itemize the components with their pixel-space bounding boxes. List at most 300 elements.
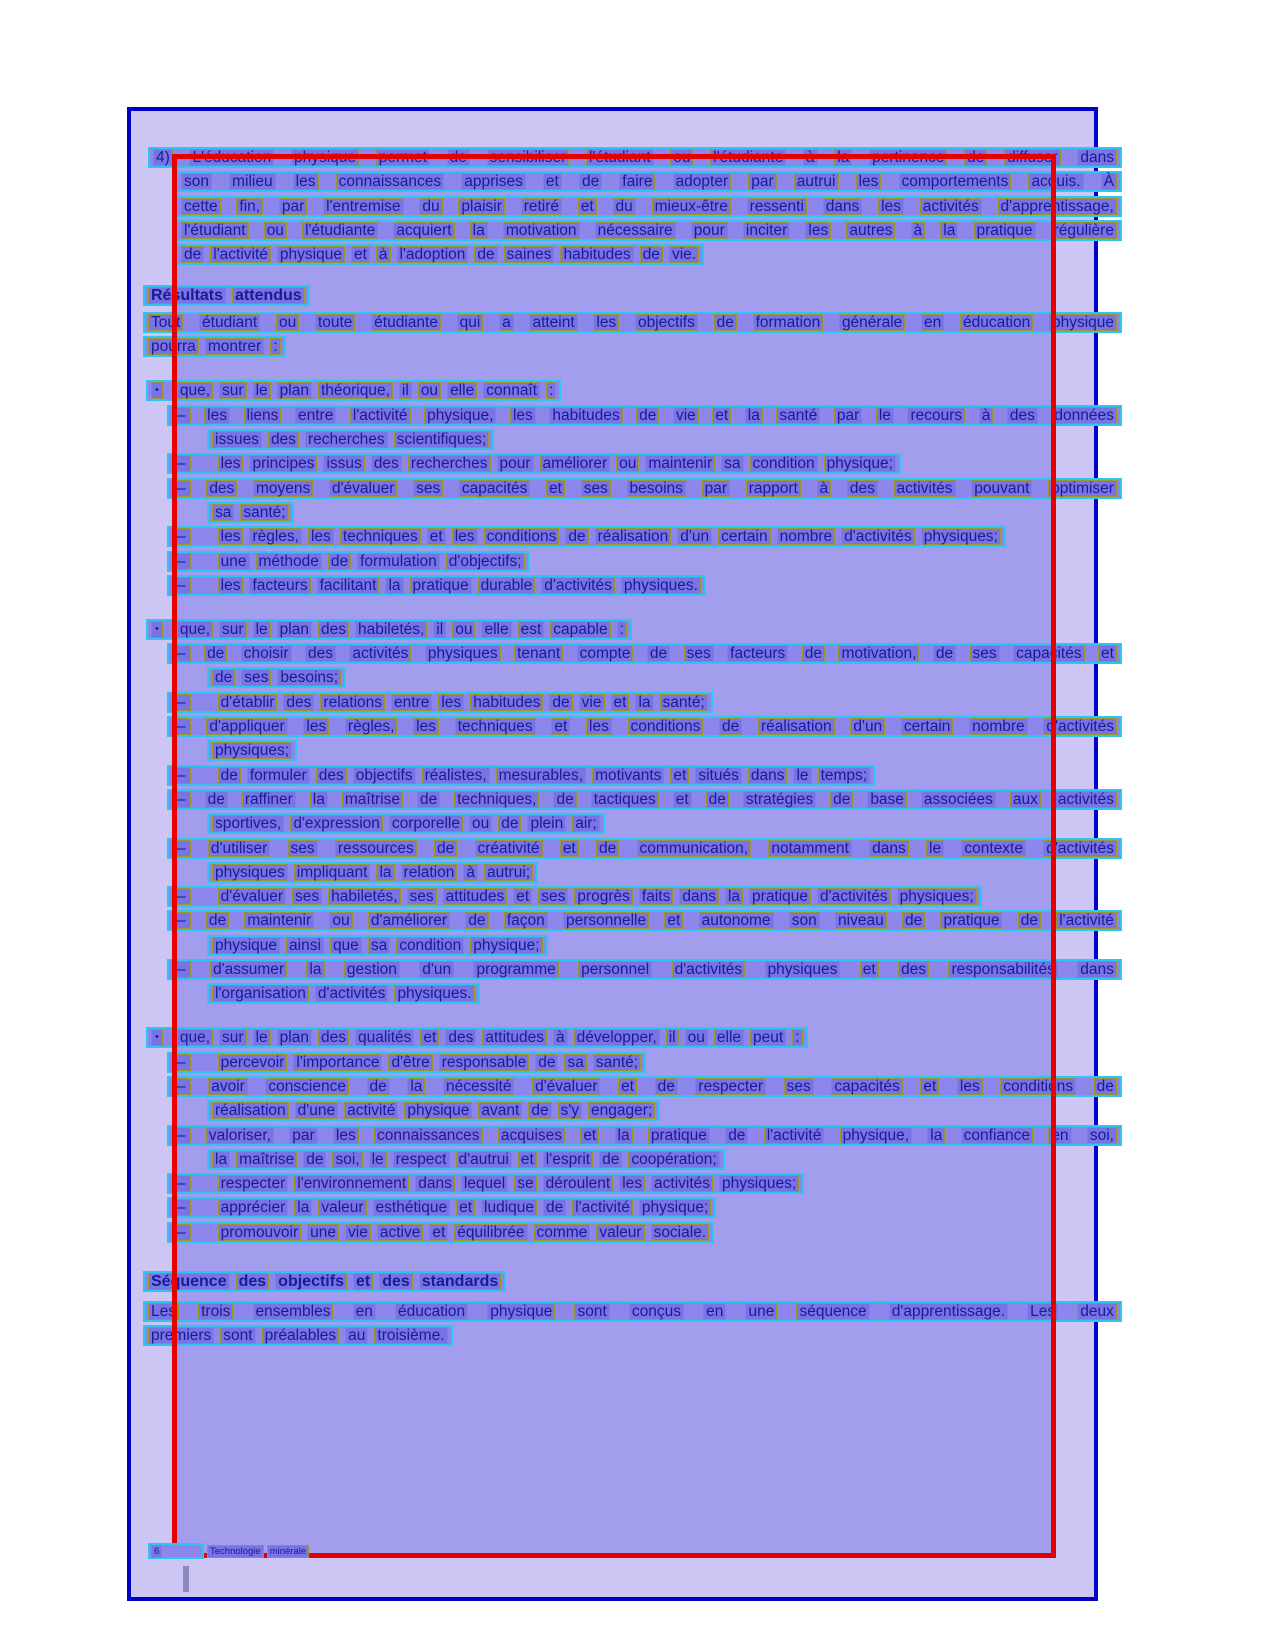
ocr-line (167, 526, 1006, 547)
ocr-word: d'évaluer (218, 888, 286, 905)
dash-marker: – (172, 961, 191, 978)
ocr-word: ses (970, 645, 1000, 662)
ocr-word: attendus (232, 287, 305, 304)
ocr-word: une (218, 553, 250, 570)
ocr-word: plaisir (458, 198, 504, 215)
ocr-word: l'étudiant (181, 222, 249, 239)
ocr-word: ou (616, 455, 639, 472)
ocr-word: scientifiques; (394, 431, 490, 448)
ocr-word: et (560, 840, 579, 857)
ocr-word: avant (478, 1102, 522, 1119)
ocr-word: nombre (777, 528, 836, 545)
ocr-word: active (377, 1224, 424, 1241)
ocr-line (207, 740, 297, 761)
dash-marker: – (172, 1127, 191, 1144)
ocr-word: activité (344, 1102, 398, 1119)
ocr-word: et (427, 528, 446, 545)
ocr-word: la (940, 222, 958, 239)
ocr-word: activités (1055, 791, 1117, 808)
ocr-line (167, 886, 982, 907)
ocr-word: la (306, 961, 324, 978)
ocr-word: d'un (850, 718, 885, 735)
ocr-word: ses (288, 840, 318, 857)
ocr-word: base (867, 791, 907, 808)
ocr-line (167, 405, 1122, 426)
ocr-word: apprises (461, 173, 526, 190)
ocr-word: moyens (253, 480, 313, 497)
ocr-line (167, 478, 1122, 499)
ocr-word: éducation (960, 314, 1033, 331)
ocr-word: les (218, 455, 244, 472)
ocr-word: physique, (840, 1127, 912, 1144)
ocr-word: de (655, 1078, 678, 1095)
ocr-word: issues (212, 431, 262, 448)
ocr-word: pertinence (869, 149, 947, 166)
ocr-word: en (921, 314, 944, 331)
ocr-word: l'activité (1056, 912, 1117, 929)
ocr-word: activités (651, 1175, 713, 1192)
ocr-word: coopération; (628, 1151, 719, 1168)
ocr-word: milieu (229, 173, 275, 190)
ocr-word: physiques (425, 645, 501, 662)
ocr-word: la (834, 149, 852, 166)
ocr-word: Résultats (148, 287, 226, 304)
dash-marker: – (172, 912, 191, 929)
ocr-word: conscience (265, 1078, 349, 1095)
ocr-word: de (599, 1151, 622, 1168)
ocr-word: de (543, 1199, 566, 1216)
ocr-word: capable (550, 621, 610, 638)
ocr-word: et (456, 1199, 475, 1216)
ocr-word: autonome (699, 912, 774, 929)
ocr-word: facilitant (317, 577, 380, 594)
ocr-word: de (802, 645, 825, 662)
ocr-word: d'apprentissage. (889, 1303, 1008, 1320)
ocr-word: acquiert (393, 222, 454, 239)
ocr-word: condition (750, 455, 818, 472)
ocr-word: d'activités (1043, 718, 1117, 735)
ocr-word: connaissances (336, 173, 445, 190)
ocr-word: Tout (148, 314, 183, 331)
ocr-word: Séquence (148, 1273, 230, 1290)
ocr-word: les (878, 198, 904, 215)
ocr-word: de (647, 645, 670, 662)
ocr-word: que, (177, 1029, 213, 1046)
ocr-word: et (429, 1224, 448, 1241)
ocr-word: activités (920, 198, 982, 215)
ocr-word: : (792, 1029, 802, 1046)
ocr-word: habitudes (470, 694, 543, 711)
ocr-word: physiques; (897, 888, 977, 905)
ocr-word: ses (684, 645, 714, 662)
ocr-word: responsable (439, 1054, 529, 1071)
ocr-word: que (330, 937, 362, 954)
ocr-word: de (328, 553, 351, 570)
ocr-word: le (253, 621, 271, 638)
ocr-word: la (376, 864, 394, 881)
ocr-word: pour (497, 455, 534, 472)
ocr-word: : (546, 382, 556, 399)
ocr-word: physique, (424, 407, 496, 424)
ocr-word: entre (391, 694, 432, 711)
dash-marker: – (172, 480, 191, 497)
ocr-word: d'un (419, 961, 454, 978)
ocr-word: autres (846, 222, 895, 239)
ocr-word: des (379, 1273, 413, 1290)
ocr-word: d'objectifs; (446, 553, 525, 570)
ocr-word: ainsi (286, 937, 324, 954)
ocr-line (207, 813, 605, 834)
ocr-word: tenant (514, 645, 563, 662)
ocr-word: retiré (521, 198, 562, 215)
ocr-word: ou (469, 815, 492, 832)
ocr-word: le (793, 767, 811, 784)
ocr-word: d'améliorer (368, 912, 450, 929)
ocr-word: son (181, 173, 212, 190)
ocr-word: vie (673, 407, 699, 424)
ocr-word: la (615, 1127, 633, 1144)
ocr-word: de (204, 645, 227, 662)
ocr-word: les (218, 577, 244, 594)
ocr-word: de (447, 149, 470, 166)
ocr-word: pratique (410, 577, 472, 594)
ocr-word: à (817, 480, 832, 497)
ocr-word: préalables (262, 1327, 340, 1344)
ocr-word: conçus (629, 1303, 684, 1320)
ocr-word: besoins (627, 480, 686, 497)
ocr-word: méthode (256, 553, 322, 570)
dash-marker: – (172, 1175, 191, 1192)
ocr-word: sont (220, 1327, 255, 1344)
ocr-word: communication, (637, 840, 752, 857)
ocr-word: du (613, 198, 636, 215)
ocr-word: et (611, 694, 630, 711)
ocr-word: les (303, 718, 329, 735)
ocr-word: et (860, 961, 879, 978)
ocr-line (167, 643, 1122, 664)
ocr-word: développer, (574, 1029, 660, 1046)
text-cursor (183, 1566, 189, 1592)
ocr-word: l'étudiante (302, 222, 378, 239)
ocr-word: règles, (345, 718, 398, 735)
ocr-word: peut (750, 1029, 786, 1046)
ocr-word: physique; (470, 937, 542, 954)
ocr-word: les (218, 528, 244, 545)
ocr-word: attitudes (482, 1029, 547, 1046)
ocr-word: physique (277, 246, 345, 263)
ocr-word: d'appliquer (206, 718, 287, 735)
ocr-line (167, 453, 901, 474)
ocr-word: plein (527, 815, 566, 832)
ocr-word: a (499, 314, 514, 331)
ocr-line (167, 692, 713, 713)
ocr-word: par (834, 407, 862, 424)
ocr-word: des (898, 961, 929, 978)
ocr-line (143, 285, 310, 306)
ocr-line (167, 910, 1122, 931)
ocr-word: responsabilités (948, 961, 1057, 978)
ocr-line (143, 1301, 1122, 1322)
ocr-word: capacités (459, 480, 530, 497)
ocr-word: habitudes (560, 246, 633, 263)
ocr-word: d'évaluer (532, 1078, 600, 1095)
dash-marker: – (172, 694, 191, 711)
bullet-marker: • (151, 621, 163, 638)
ocr-word: règles, (249, 528, 302, 545)
ocr-word: de (565, 528, 588, 545)
ocr-word: sportives, (212, 815, 284, 832)
ocr-word: attitudes (443, 888, 508, 905)
ocr-word: L'éducation (189, 149, 274, 166)
ocr-word: de (417, 791, 440, 808)
ocr-word: formuler (247, 767, 310, 784)
dash-marker: – (172, 1054, 191, 1071)
ocr-line (207, 935, 548, 956)
ocr-word: à (376, 246, 391, 263)
ocr-word: de (1018, 912, 1041, 929)
ocr-word: stratégies (743, 791, 816, 808)
ocr-word: d'activités (1043, 840, 1117, 857)
ocr-word: physique (487, 1303, 555, 1320)
ocr-word: d'activités (541, 577, 615, 594)
ocr-word: acquis. (1028, 173, 1083, 190)
ocr-word: l'environnement (294, 1175, 409, 1192)
ocr-word: temps; (818, 767, 871, 784)
ocr-word: motivants (592, 767, 664, 784)
ocr-word: les (805, 222, 831, 239)
ocr-word: rapport (746, 480, 801, 497)
ocr-word: de (714, 314, 737, 331)
ocr-word: la (407, 1078, 425, 1095)
ocr-word: l'adoption (397, 246, 469, 263)
ocr-word: deux (1077, 1303, 1117, 1320)
dash-marker: – (172, 1224, 191, 1241)
ocr-word: d'une (295, 1102, 338, 1119)
ocr-word: le (253, 1029, 271, 1046)
ocr-word: et (513, 888, 532, 905)
ocr-word: choisir (241, 645, 292, 662)
ocr-word: d'un (677, 528, 712, 545)
dash-marker: – (172, 718, 191, 735)
ocr-word: sa (564, 1054, 586, 1071)
ocr-word: elle (714, 1029, 744, 1046)
ocr-word: trois (198, 1303, 233, 1320)
ocr-word: de (596, 840, 619, 857)
ocr-line (146, 619, 632, 640)
ocr-word: d'assumer (210, 961, 287, 978)
ocr-word: les (619, 1175, 645, 1192)
ocr-word: la (927, 1127, 945, 1144)
ocr-word: notamment (768, 840, 852, 857)
ocr-word: par (748, 173, 776, 190)
ocr-word: Les (1027, 1303, 1058, 1320)
ocr-line (176, 220, 1122, 241)
ocr-word: données (1051, 407, 1116, 424)
ocr-line (167, 959, 1122, 980)
ocr-word: confiance (961, 1127, 1033, 1144)
ocr-word: ludique (481, 1199, 537, 1216)
ocr-line (143, 1325, 453, 1346)
ocr-word: ou (418, 382, 441, 399)
ocr-word: autrui; (484, 864, 533, 881)
ocr-word: à (803, 149, 818, 166)
ocr-word: habiletés, (328, 888, 400, 905)
ocr-word: habitudes (549, 407, 622, 424)
ocr-word: activités (349, 645, 411, 662)
ocr-word: dans (748, 767, 788, 784)
ocr-word: aux (1010, 791, 1041, 808)
ocr-word: engager; (588, 1102, 655, 1119)
ocr-word: et (551, 718, 570, 735)
ocr-word: faits (639, 888, 673, 905)
ocr-word: permet (376, 149, 430, 166)
ocr-word: sur (219, 1029, 247, 1046)
ocr-word: les (593, 314, 619, 331)
ocr-word: personnelle (563, 912, 649, 929)
ocr-word: et (664, 912, 683, 929)
ocr-word: physique (1049, 314, 1117, 331)
ocr-word: ou (329, 912, 352, 929)
ocr-word: santé; (593, 1054, 641, 1071)
ocr-word: éducation (395, 1303, 468, 1320)
ocr-word: ressources (335, 840, 417, 857)
ocr-word: niveau (835, 912, 887, 929)
ocr-word: nombre (969, 718, 1028, 735)
ocr-word: en (1048, 1127, 1071, 1144)
ocr-word: inciter (743, 222, 790, 239)
ocr-word: des (318, 1029, 349, 1046)
ocr-word: toute (315, 314, 355, 331)
ocr-word: sur (219, 621, 247, 638)
footnote-word: Technologie (207, 1545, 264, 1558)
ocr-word: respecter (695, 1078, 766, 1095)
ocr-word: objectifs (353, 767, 416, 784)
ocr-word: d'apprentissage, (998, 198, 1117, 215)
ocr-word: et (420, 1029, 439, 1046)
ocr-word: de (535, 1054, 558, 1071)
ocr-word: corporelle (389, 815, 463, 832)
ocr-word: des (1007, 407, 1038, 424)
ocr-word: maintenir (645, 455, 715, 472)
ocr-word: il (666, 1029, 679, 1046)
ocr-word: et (580, 1127, 599, 1144)
ocr-word: dans (1077, 961, 1117, 978)
ocr-word: les (333, 1127, 359, 1144)
ocr-word: physiques; (719, 1175, 799, 1192)
ocr-word: respect (393, 1151, 450, 1168)
ocr-word: et (578, 198, 597, 215)
ocr-line (148, 147, 1122, 168)
ocr-word: raffiner (242, 791, 296, 808)
ocr-word: les (510, 407, 536, 424)
dash-marker: – (172, 528, 191, 545)
ocr-word: de (830, 791, 853, 808)
ocr-word: la (745, 407, 763, 424)
ocr-word: réalisation (595, 528, 672, 545)
ocr-word: relations (320, 694, 385, 711)
ocr-word: que, (177, 621, 213, 638)
ocr-word: troisième. (374, 1327, 447, 1344)
ocr-word: vie (345, 1224, 371, 1241)
ocr-word: conditions (484, 528, 560, 545)
ocr-line (207, 667, 346, 688)
ocr-word: personnel (578, 961, 652, 978)
ocr-word: d'utiliser (208, 840, 270, 857)
ocr-word: et (518, 1151, 537, 1168)
ocr-word: et (546, 480, 565, 497)
ocr-word: capacités (831, 1078, 902, 1095)
ocr-word: connaît (483, 382, 540, 399)
ocr-word: certain (901, 718, 954, 735)
ocr-word: progrès (574, 888, 633, 905)
ocr-word: de (528, 1102, 551, 1119)
ocr-word: lequel (461, 1175, 508, 1192)
ocr-word: il (399, 382, 412, 399)
ocr-word: des (236, 1273, 270, 1290)
ocr-word: apprécier (218, 1199, 289, 1216)
ocr-word: les (957, 1078, 983, 1095)
ocr-word: principes (249, 455, 317, 472)
ocr-word: ses (241, 669, 271, 686)
ocr-word: sur (219, 382, 247, 399)
ocr-word: Les (148, 1303, 179, 1320)
ocr-line (167, 838, 1122, 859)
ocr-word: il (433, 621, 446, 638)
ocr-word: s'y (558, 1102, 582, 1119)
ocr-word: sa (721, 455, 743, 472)
ocr-word: des (316, 767, 347, 784)
ocr-word: autrui (794, 173, 839, 190)
ocr-line (167, 1173, 804, 1194)
ocr-word: maîtrise (342, 791, 403, 808)
ocr-word: d'activités (672, 961, 746, 978)
ocr-line (167, 1197, 716, 1218)
ocr-word: la (310, 791, 328, 808)
ocr-word: optimiser (1048, 480, 1117, 497)
ocr-word: par (289, 1127, 317, 1144)
dash-marker: – (172, 767, 191, 784)
ocr-word: l'organisation (212, 985, 309, 1002)
ocr-word: formation (753, 314, 824, 331)
ocr-word: comportements (899, 173, 1012, 190)
ocr-word: façon (504, 912, 548, 929)
footnote-word: minérale (267, 1545, 309, 1558)
ocr-word: le (369, 1151, 387, 1168)
ocr-line (167, 575, 706, 596)
ocr-word: valeur (318, 1199, 366, 1216)
ocr-word: besoins; (277, 669, 341, 686)
ocr-word: de (498, 815, 521, 832)
ocr-word: de (636, 407, 659, 424)
ocr-word: gestion (344, 961, 400, 978)
ocr-word: esthétique (373, 1199, 451, 1216)
ocr-word: promouvoir (218, 1224, 302, 1241)
ocr-line (176, 196, 1122, 217)
ocr-word: dans (415, 1175, 455, 1192)
ocr-word: régulière (1051, 222, 1117, 239)
ocr-word: créativité (475, 840, 543, 857)
ocr-word: À (1101, 173, 1117, 190)
bullet-marker: • (151, 1029, 163, 1046)
ocr-word: programme (473, 961, 558, 978)
ocr-word: et (351, 246, 370, 263)
ocr-word: conditions (628, 718, 704, 735)
ocr-word: l'étudiante (710, 149, 786, 166)
ocr-word: dans (679, 888, 719, 905)
ocr-word: techniques (455, 718, 536, 735)
ocr-word: séquence (796, 1303, 869, 1320)
ocr-line (207, 429, 494, 450)
